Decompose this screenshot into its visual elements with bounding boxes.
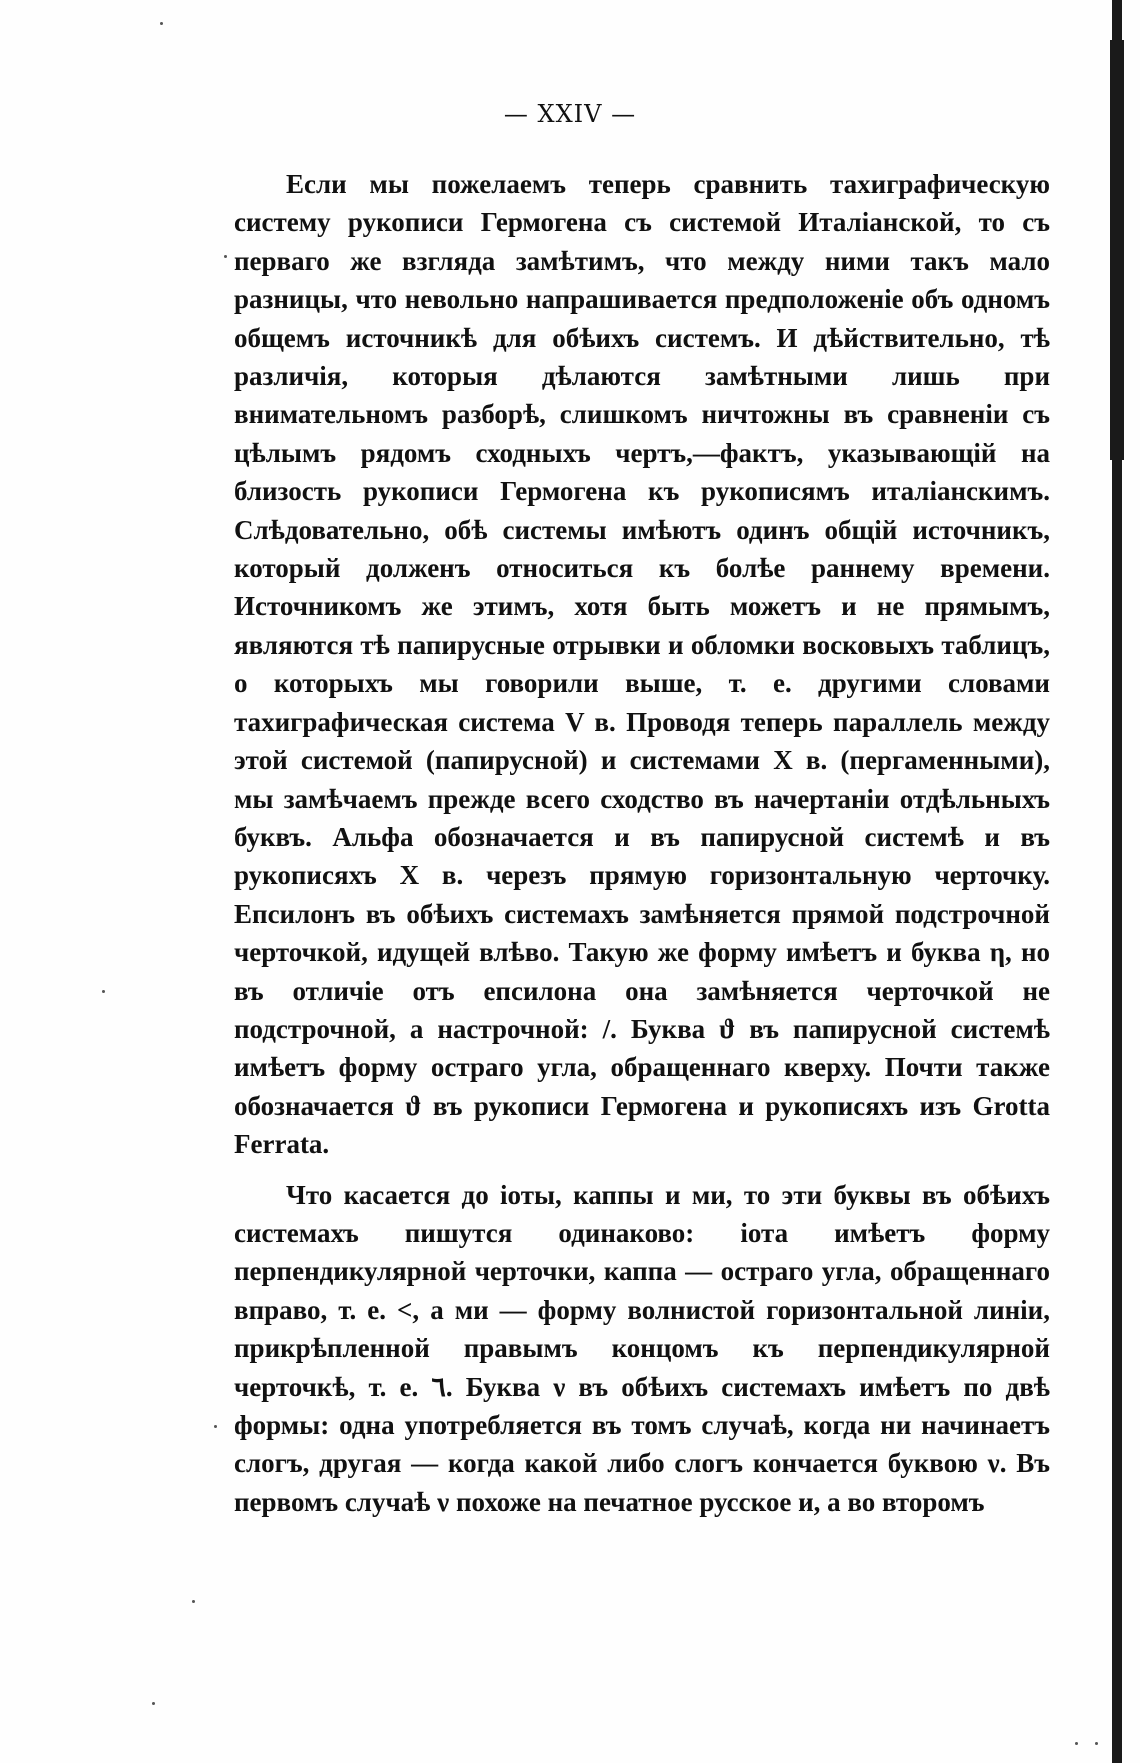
speck <box>214 1425 217 1428</box>
speck <box>160 22 163 25</box>
speck <box>192 1600 195 1603</box>
paragraph: Если мы пожелаемъ теперь сравнить тахиграфическую систему рукописи Гермогена съ системой Италіанской, то съ перваго же взгляда замѣтимъ, что между ними такъ мало разницы, что невольно напрашивается предположеніе объ одномъ общемъ источникѣ для обѣихъ системъ. И дѣйствительно, тѣ различія, которыя дѣлаются замѣтными лишь при внимательномъ разборѣ, слишкомъ ничтожны въ сравненіи съ цѣлымъ рядомъ сходныхъ чертъ,—фактъ, указывающій на близость рукописи Гермогена къ рукописямъ италіанскимъ. Слѣдовательно, обѣ системы имѣютъ одинъ общій источникъ, который долженъ относиться къ болѣе раннему времени. Источникомъ же этимъ, хотя быть можетъ и не прямымъ, являются тѣ папирусные отрывки и обломки восковыхъ таблицъ, о которыхъ мы говорили выше, т. е. другими словами тахиграфическая система V в. Проводя теперь параллель между этой системой (папирусной) и системами X в. (пергаменными), мы замѣчаемъ прежде всего сходство въ начертаніи отдѣльныхъ буквъ. Альфа обозначается и въ папирусной системѣ и въ рукописяхъ X в. черезъ прямую горизонтальную черточку. Епсилонъ въ обѣихъ системахъ замѣняется прямой подстрочной черточкой, идущей влѣво. Такую же форму имѣетъ и буква η, но въ отличіе отъ епсилона она замѣняется черточкой не подстрочной, а настрочной: /. Буква ϑ въ папирусной системѣ имѣетъ форму остраго угла, обращеннаго кверху. Почти также обозначается ϑ въ рукописи Гермогена и рукописяхъ изъ Grotta Ferrata. <box>234 169 1050 1160</box>
speck <box>1075 1742 1078 1745</box>
speck <box>152 1702 155 1705</box>
paragraph: Что касается до іоты, каппы и ми, то эти буквы въ обѣихъ системахъ пишутся одинаково: іота имѣетъ форму перпендикулярной черточки, каппа — остраго угла, обращеннаго вправо, т. е. <, а ми — форму волнистой горизонтальной линіи, прикрѣпленной правымъ концомъ къ перпендикулярной черточкѣ, т. е. ٦. Буква ν въ обѣихъ системахъ имѣетъ по двѣ формы: одна употребляется въ томъ случаѣ, когда ни начинаетъ слогъ, другая — когда какой либо слогъ кончается буквою ν. Въ первомъ случаѣ ν похоже на печатное русское и, а во второмъ <box>234 1179 1050 1517</box>
speck <box>224 255 227 258</box>
body-text <box>234 165 1050 1521</box>
speck <box>1095 1742 1098 1745</box>
page-number: — XXIV — <box>503 100 637 128</box>
speck <box>102 990 105 993</box>
